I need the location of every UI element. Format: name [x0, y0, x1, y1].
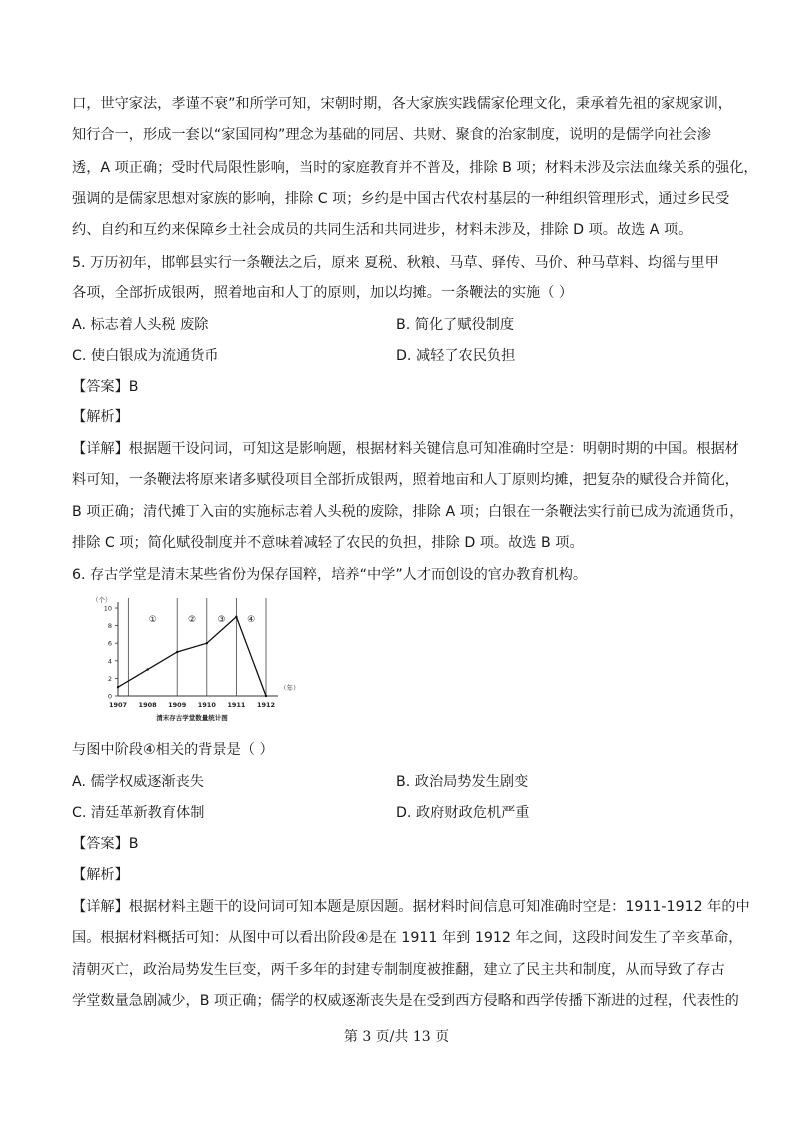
q5-detail-line: 【详解】根据题干设问词，可知这是影响题，根据材料关键信息可知准确时空是：明朝时期的中国。根据材 — [72, 441, 739, 457]
data-point — [235, 616, 237, 618]
page-footer: 第 3 页/共 13 页 — [343, 1029, 450, 1045]
q6-detail-line: 清朝灭亡，政治局势发生巨变，两千多年的封建专制制度被推翻，建立了民主共和制度，从而导致了存古 — [72, 962, 725, 978]
intro-line: 透，A 项正确；受时代局限性影响，当时的家庭教育并不普及，排除 B 项；材料未涉及宗法血缘关系的强化， — [72, 160, 758, 176]
q5-stem: 5. 万历初年，邯郸县实行一条鞭法之后，原来 夏税、秋粮、马草、驿传、马价、种马草料、均徭与里甲 — [72, 255, 719, 271]
x-tick-label: 1911 — [227, 701, 246, 709]
q5-answer: 【答案】B — [72, 379, 139, 395]
x-tick-label: 1908 — [138, 701, 157, 709]
q5-detail-line: 排除 C 项；简化赋役制度并不意味着减轻了农民的负担，排除 D 项。故选 B 项。 — [72, 535, 584, 551]
q6-detail-line: 国。根据材料概括可知：从图中可以看出阶段④是在 1911 年到 1912 年之间，这段时间发生了辛亥革命， — [72, 930, 743, 946]
q5-option-a: A. 标志着人头税 废除 — [72, 317, 209, 333]
q6-answer: 【答案】B — [72, 836, 139, 852]
x-tick-label: 1910 — [197, 701, 216, 709]
series-line — [118, 617, 266, 696]
line-chart-svg — [86, 596, 300, 726]
q6-option-b: B. 政治局势发生剧变 — [396, 774, 529, 790]
q5-option-c: C. 使白银成为流通货币 — [72, 348, 219, 364]
data-point — [176, 651, 178, 653]
q5-detail-line: B 项正确；清代摊丁入亩的实施标志着人头税的废除，排除 A 项；白银在一条鞭法实行前已成为流通货币， — [72, 504, 744, 520]
q6-option-d: D. 政府财政危机严重 — [396, 805, 530, 821]
q5-analysis-label: 【解析】 — [72, 409, 129, 425]
intro-line: 口，世守家法，孝谨不衰”和所学可知，宋朝时期，各大家族实践儒家伦理文化，秉承着先祖的家规家训， — [72, 96, 732, 112]
data-point — [265, 695, 267, 697]
y-tick-label: 4 — [107, 657, 112, 666]
q5-option-d: D. 减轻了农民负担 — [396, 348, 516, 364]
data-point — [146, 668, 148, 670]
q6-option-a: A. 儒学权威逐渐丧失 — [72, 774, 204, 790]
data-point — [117, 686, 119, 688]
y-tick-label: 8 — [107, 622, 112, 631]
x-tick-label: 1912 — [256, 701, 276, 709]
stage-label: ② — [187, 615, 197, 625]
q6-question: 与图中阶段④相关的背景是（ ） — [72, 742, 274, 758]
chart-title: 清末存古学堂数量统计图 — [156, 714, 228, 722]
x-tick-label: 1909 — [168, 701, 187, 709]
q6-detail-line: 学堂数量急剧减少，B 项正确；儒学的权威逐渐丧失是在受到西方侵略和西学传播下渐进的过程，代表性的 — [72, 993, 739, 1009]
y-tick-label: 0 — [107, 692, 112, 701]
q6-option-c: C. 清廷革新教育体制 — [72, 805, 205, 821]
y-tick-label: 2 — [107, 674, 112, 683]
stage-label: ③ — [217, 615, 226, 625]
intro-line: 知行合一，形成一套以“家国同构”理念为基础的同居、共财、聚食的治家制度，说明的是儒学向社会渗 — [72, 127, 711, 143]
q6-stem: 6. 存古学堂是清末某些省份为保存国粹，培养“中学”人才而创设的官办教育机构。 — [72, 567, 588, 583]
x-tick-label: 1907 — [108, 701, 128, 709]
q6-detail-line: 【详解】根据材料主题干的设问词可知本题是原因题。据材料时间信息可知准确时空是：1911-1912 年的中 — [72, 899, 750, 915]
school-count-chart — [86, 596, 300, 726]
stage-label: ① — [148, 615, 157, 625]
stage-label: ④ — [247, 615, 256, 625]
q5-option-b: B. 简化了赋役制度 — [396, 317, 515, 333]
x-unit-label: （年） — [280, 684, 300, 692]
y-tick-label: 6 — [107, 639, 112, 648]
y-unit-label: （个） — [92, 596, 112, 604]
y-tick-label: 10 — [103, 604, 112, 613]
q6-analysis-label: 【解析】 — [72, 867, 129, 883]
q5-stem: 各项，全部折成银两，照着地亩和人丁的原则，加以均摊。一条鞭法的实施（ ） — [72, 285, 574, 301]
intro-line: 约、自约和互约来保障乡土社会成员的共同生活和共同进步，材料未涉及，排除 D 项。故选 A 项。 — [72, 222, 693, 238]
data-point — [206, 642, 208, 644]
q5-detail-line: 料可知，一条鞭法将原来诸多赋役项目全部折成银两，照着地亩和人丁原则均摊，把复杂的赋役合并简化， — [72, 472, 739, 488]
intro-line: 强调的是儒家思想对家族的影响，排除 C 项；乡约是中国古代农村基层的一种组织管理形式，通过乡民受 — [72, 191, 730, 207]
